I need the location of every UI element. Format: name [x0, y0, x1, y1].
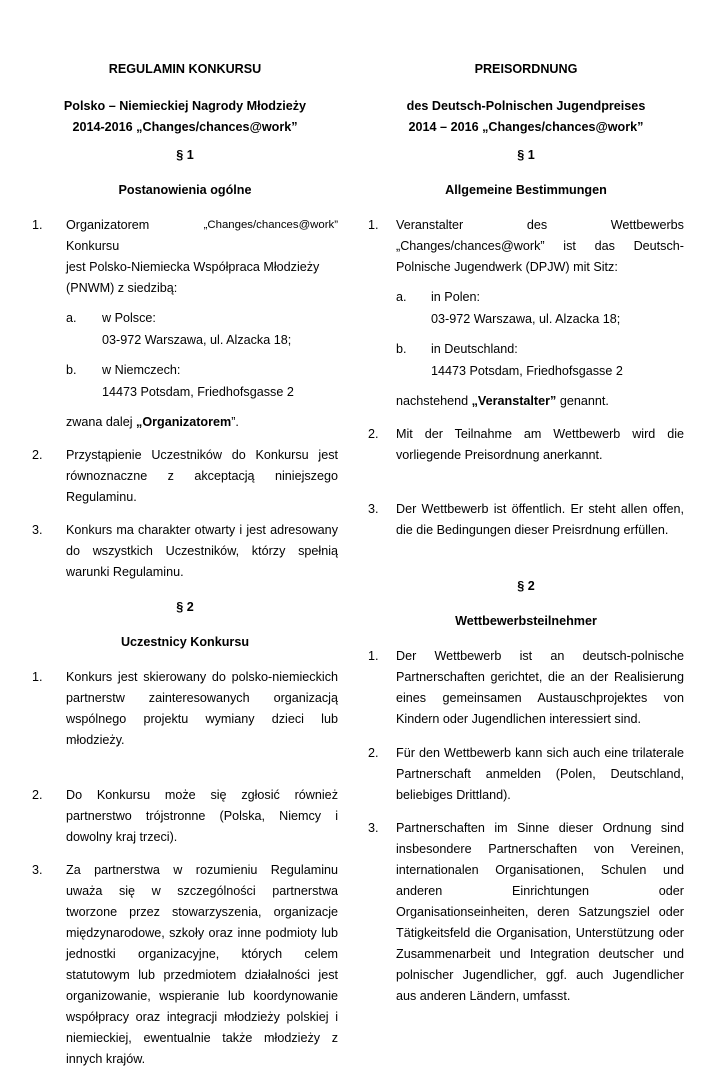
pl-s1-item-3-number: 3.: [32, 523, 43, 537]
de-s1-item-3: [368, 499, 684, 541]
de-s1-item-1-l2a: „Changes/chances@work”: [396, 239, 545, 253]
german-column: [368, 58, 684, 1007]
de-s2-item-2: [368, 743, 684, 806]
pl-s1-sub-a-letter: a.: [66, 311, 77, 325]
pl-s1-item-2: [32, 445, 338, 508]
de-s1-sub-a: [368, 286, 684, 330]
de-s1-item-1-line1: [396, 215, 684, 236]
de-s2-item-2-number: 2.: [368, 746, 379, 760]
de-s1-named-bold: „Veranstalter”: [471, 394, 557, 408]
pl-s1-named-pre: zwana dalej: [66, 415, 137, 429]
pl-section2-sign: § 2: [176, 600, 194, 614]
pl-title: REGULAMIN KONKURSU: [108, 62, 262, 76]
de-s1-named-post: genannt.: [556, 394, 609, 408]
pl-s1-item-1-line3: (PNWM) z siedzibą:: [66, 281, 178, 295]
de-s1-item-2-number: 2.: [368, 427, 379, 441]
de-s1-item-3-text: Der Wettbewerb ist öffentlich. Er steht allen offen, die die Bedingungen dieser Preisrdnung erfüllen.: [396, 502, 684, 537]
de-s1-sub-a-line2: 03-972 Warszawa, ul. Alzacka 18;: [431, 312, 621, 326]
de-s1-item-1-word1: Veranstalter: [396, 218, 464, 232]
de-s1-named: [368, 390, 684, 412]
de-s1-item-1-number: 1.: [368, 218, 379, 232]
pl-subtitle-line1: Polsko – Niemieckiej Nagrody Młodzieży: [63, 99, 307, 113]
de-s2-item-3-text: Partnerschaften im Sinne dieser Ordnung sind insbesondere Partnerschaften von Vereinen, internationalen Organisationen, Schulen und anderen Einrichtungen oder Organisationseinheiten, deren Satzungsziel oder Tätigkeitsfeld die Organisation, Unterstützung oder Zusammenarbeit und Integration deutscher und polnischer Jugendlicher, ggf. auch Jugendlicher aus anderen Ländern, umfasst.: [396, 821, 684, 1003]
de-s1-item-2-text: Mit der Teilnahme am Wettbewerb wird die vorliegende Preisordnung anerkannt.: [396, 427, 684, 462]
pl-s2-item-2-text: Do Konkursu może się zgłosić również partnerstwo trójstronne (Polska, Niemcy i dowolny kraj trzeci).: [66, 788, 338, 844]
pl-s2-item-3-text: Za partnerstwa w rozumieniu Regulaminu uważa się w szczególności partnerstwa tworzone przez stowarzyszenia, organizacje międzynarodowe, szkoły oraz inne podmioty lub jednostki organizacyjne, których celem statutowym lub przedmiotem działalności jest organizowanie, wspieranie lub koordynowanie współpracy oraz integracji młodzieży polskiej i niemieckiej, ewentualnie także młodzieży z innych krajów.: [66, 863, 338, 1066]
polish-column: [32, 58, 338, 1070]
de-title: PREISORDNUNG: [474, 62, 578, 76]
pl-s1-item-1-line1: [66, 215, 338, 257]
pl-s1-item-2-text: Przystąpienie Uczestników do Konkursu jest równoznaczne z akceptacją niniejszego Regulaminu.: [66, 448, 338, 504]
de-s1-item-1-line3: Polnische Jugendwerk (DPJW) mit Sitz:: [396, 260, 618, 274]
pl-s1-item-3: [32, 520, 338, 583]
pl-s1-item-1-number: 1.: [32, 218, 43, 232]
de-s1-item-1-l2d: Deutsch-: [633, 239, 684, 253]
de-s2-item-2-text: Für den Wettbewerb kann sich auch eine trilaterale Partnerschaft anmelden (Polen, Deutschland, beliebiges Drittland).: [396, 746, 684, 802]
de-s1-sub-b-line1: in Deutschland:: [431, 342, 518, 356]
de-s1-item-1-l2c: das: [594, 239, 615, 253]
de-s1-item-2: [368, 424, 684, 466]
pl-s1-sub-b-line1: w Niemczech:: [102, 363, 181, 377]
pl-s1-sub-b: [32, 359, 338, 403]
de-s2-item-1: [368, 646, 684, 730]
de-s1-sub-b-letter: b.: [396, 342, 407, 356]
pl-s1-item-1-text-b: „Changes/chances@work”: [203, 219, 338, 231]
pl-s1-sub-a: [32, 307, 338, 351]
de-s2-item-3-number: 3.: [368, 821, 379, 835]
de-subtitle-line2: 2014 – 2016 „Changes/chances@work”: [408, 120, 644, 134]
pl-s2-item-1: [32, 667, 338, 751]
de-s2-item-3: [368, 818, 684, 1007]
pl-s1-item-2-number: 2.: [32, 448, 43, 462]
de-s1-sub-a-line1: in Polen:: [431, 290, 481, 304]
pl-s1-item-3-text: Konkurs ma charakter otwarty i jest adresowany do wszystkich Uczestników, którzy spełnią warunki Regulaminu.: [66, 523, 338, 579]
de-s2-item-1-number: 1.: [368, 649, 379, 663]
de-subtitle: [368, 96, 684, 144]
de-subtitle-line1: des Deutsch-Polnischen Jugendpreises: [406, 99, 646, 113]
pl-s1-named-bold: „Organizatorem: [136, 415, 232, 429]
de-s1-sub-b-line2: 14473 Potsdam, Friedhofsgasse 2: [431, 364, 623, 378]
de-s1-item-1-word2: des: [526, 218, 548, 232]
de-section1-sign: § 1: [517, 148, 535, 162]
de-section2-title: Wettbewerbsteilnehmer: [455, 614, 597, 628]
pl-s2-item-1-text: Konkurs jest skierowany do polsko-niemieckich partnerstw zainteresowanych organizacją wspólnego projektu wymiany dzieci lub młodzieży.: [66, 670, 338, 747]
pl-s1-sub-b-letter: b.: [66, 363, 77, 377]
pl-subtitle: [32, 96, 338, 144]
pl-s1-named-post: ”.: [231, 415, 239, 429]
pl-s1-sub-a-line2: 03-972 Warszawa, ul. Alzacka 18;: [102, 333, 292, 347]
de-section1-title: Allgemeine Bestimmungen: [445, 183, 607, 197]
de-s1-item-1-word3: Wettbewerbs: [610, 218, 684, 232]
de-s1-sub-b: [368, 338, 684, 382]
pl-s2-item-3-number: 3.: [32, 863, 43, 877]
de-section2-sign: § 2: [517, 579, 535, 593]
pl-s2-item-2: [32, 785, 338, 848]
pl-subtitle-line2: 2014-2016 „Changes/chances@work”: [72, 120, 298, 134]
de-s2-item-1-text: Der Wettbewerb ist an deutsch-polnische Partnerschaften gerichtet, die an der Realisierung eines gemeinsamen Austauschprojektes von Kindern oder Jugendlichen interessiert sind.: [396, 649, 684, 726]
de-s1-item-1-l2b: ist: [563, 239, 576, 253]
pl-s1-item-1-text-a: Organizatorem Konkursu: [66, 218, 150, 253]
de-s1-sub-a-letter: a.: [396, 290, 407, 304]
de-s1-item-3-number: 3.: [368, 502, 379, 516]
pl-s1-item-1: [32, 215, 338, 299]
pl-s2-item-1-number: 1.: [32, 670, 43, 684]
de-s1-item-1-line2: [396, 236, 684, 257]
pl-section1-title: Postanowienia ogólne: [118, 183, 252, 197]
pl-s1-sub-a-line1: w Polsce:: [102, 311, 156, 325]
de-s1-named-pre: nachstehend: [396, 394, 472, 408]
pl-section2-title: Uczestnicy Konkursu: [120, 635, 250, 649]
pl-section1-sign: § 1: [176, 148, 194, 162]
pl-s2-item-3: [32, 860, 338, 1070]
pl-s2-item-2-number: 2.: [32, 788, 43, 802]
pl-s1-named: [32, 411, 338, 433]
pl-s1-item-1-line2: jest Polsko-Niemiecka Współpraca Młodzieży: [66, 260, 320, 274]
pl-s1-sub-b-line2: 14473 Potsdam, Friedhofsgasse 2: [102, 385, 294, 399]
de-s1-item-1: [368, 215, 684, 278]
